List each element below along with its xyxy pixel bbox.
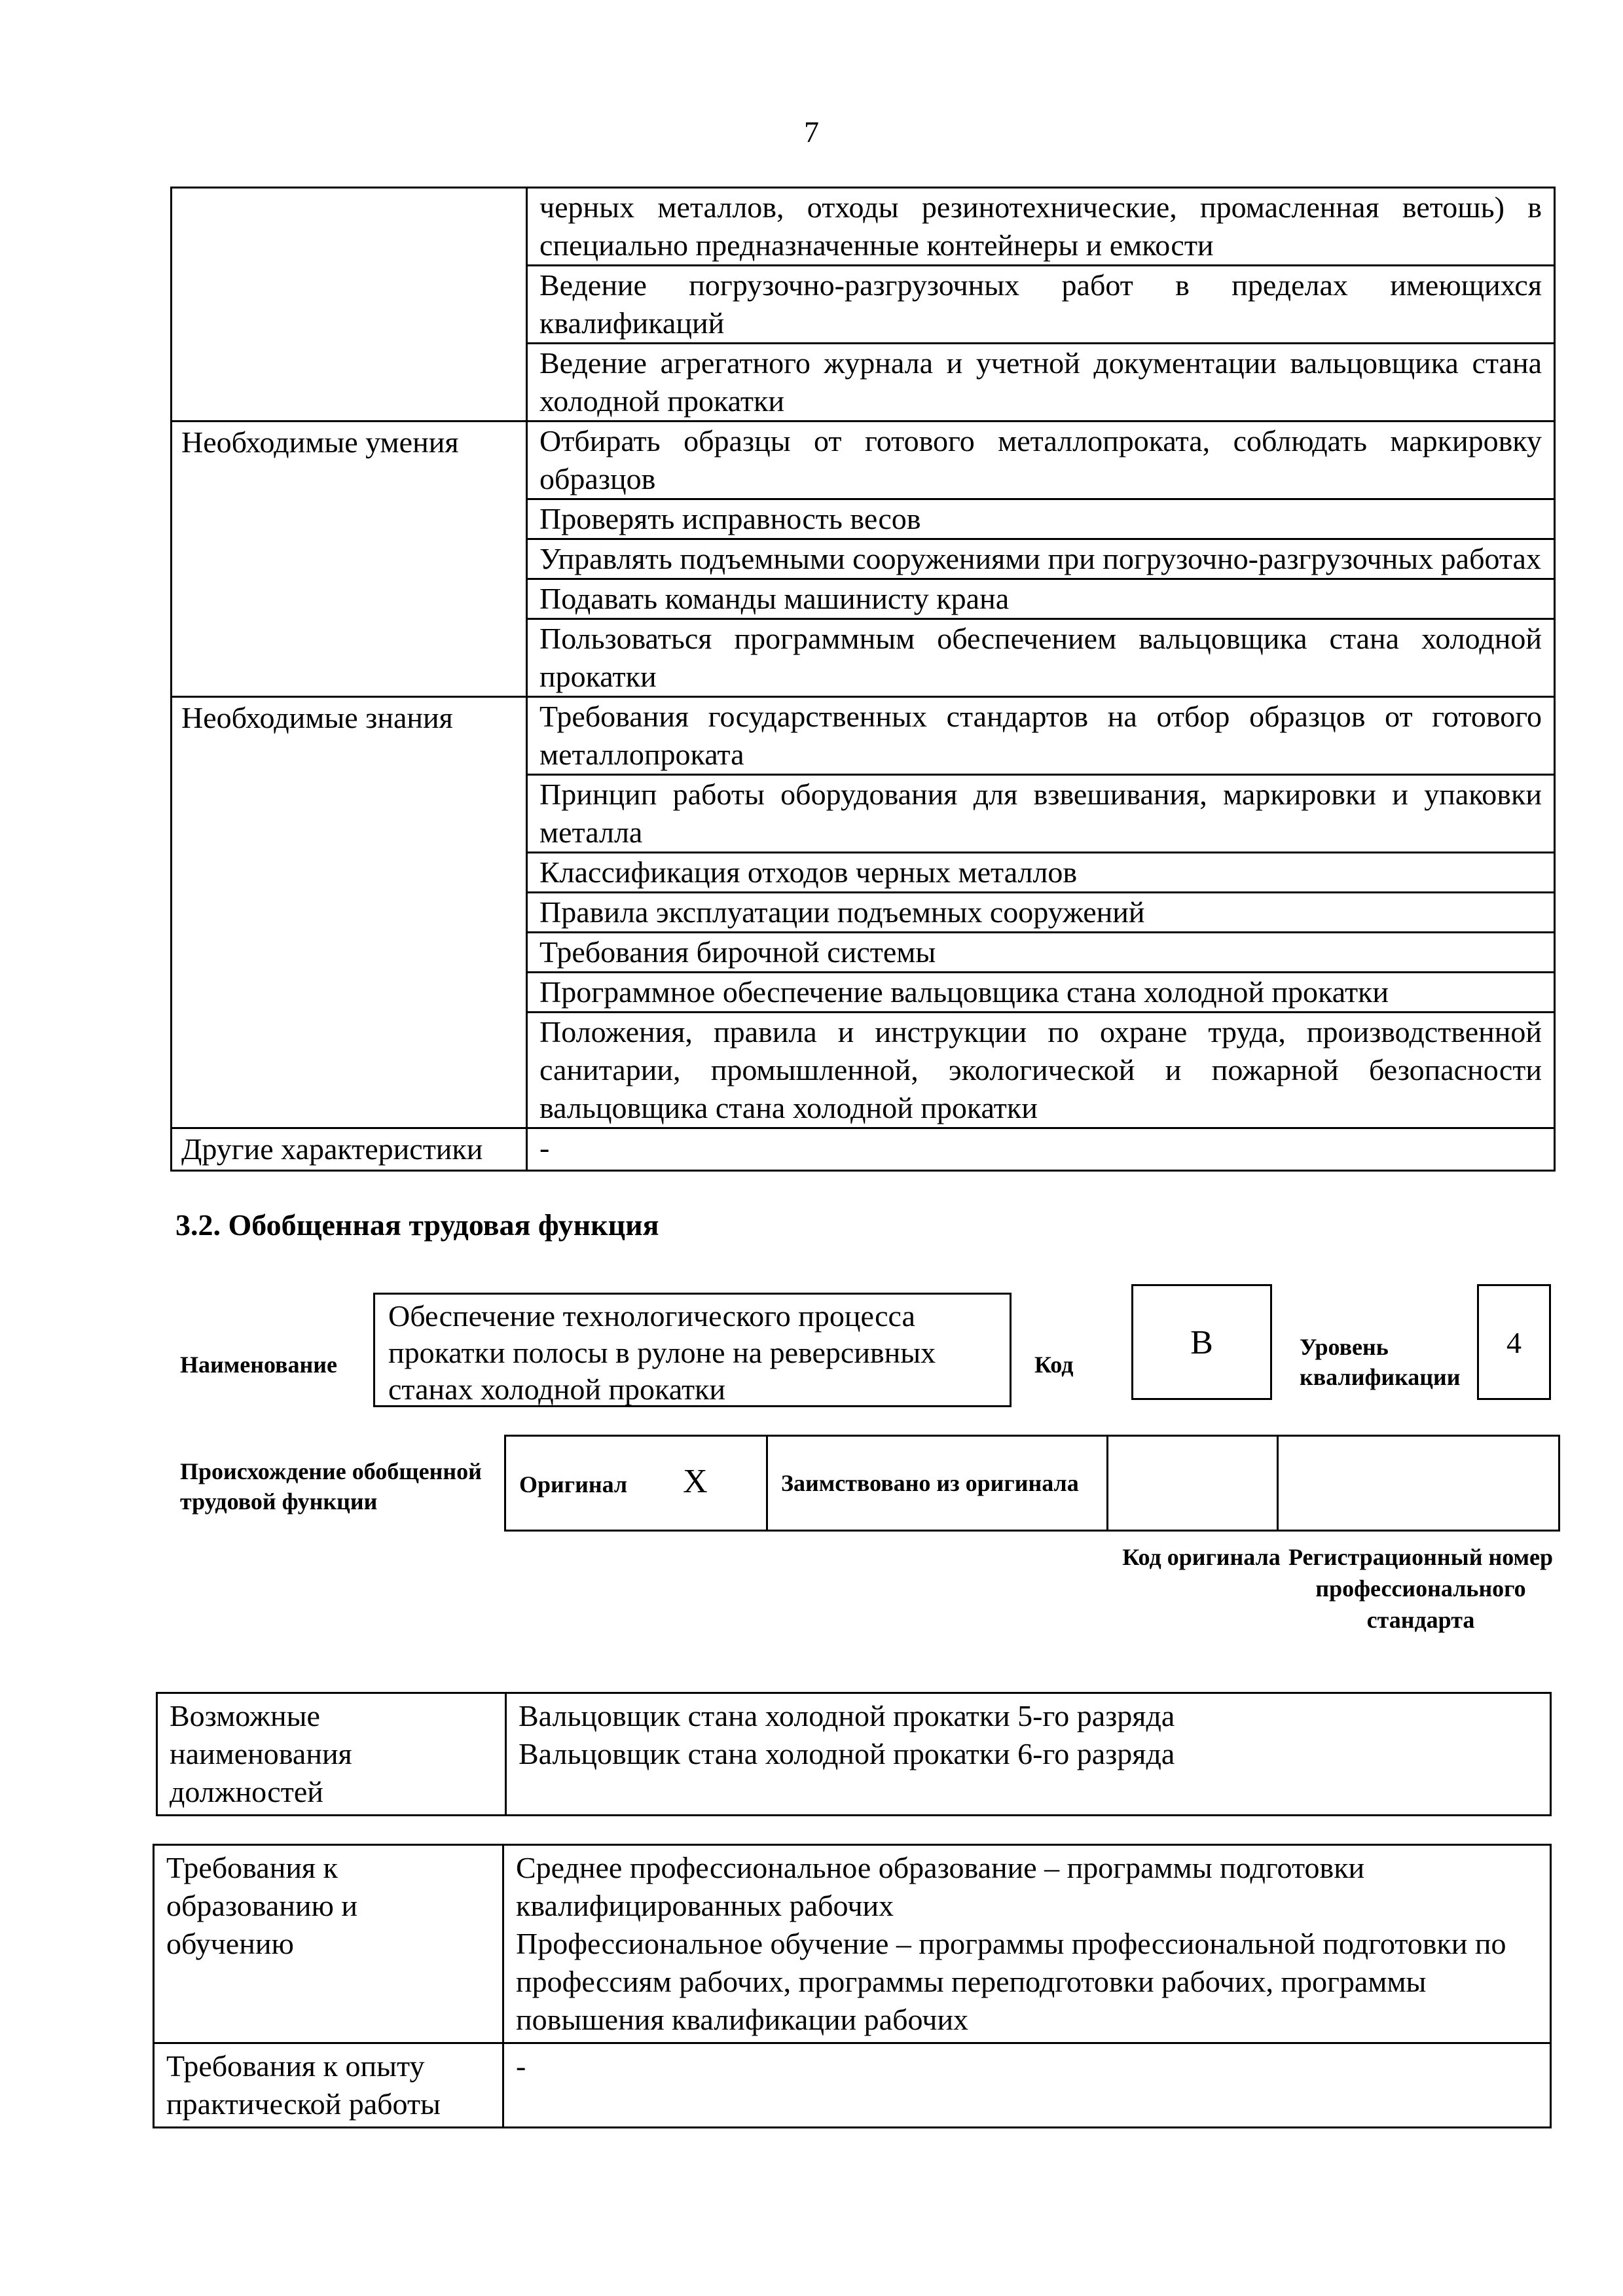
table-row	[172, 188, 1555, 266]
borrowed-label: Заимствовано из оригинала	[767, 1436, 1108, 1531]
row-text: Классификация отходов черных металлов	[527, 853, 1555, 893]
table-row	[154, 1845, 1551, 2043]
table-row	[172, 697, 1555, 775]
experience-value: -	[503, 2043, 1551, 2128]
row-text: черных металлов, отходы резинотехнические, промасленная ветошь) в специально предназначенные контейнеры и емкости	[527, 188, 1555, 266]
row-text: Отбирать образцы от готового металлопроката, соблюдать маркировку образцов	[527, 422, 1555, 499]
requirements-table	[153, 1844, 1552, 2128]
section-heading: 3.2. Обобщенная трудовая функция	[175, 1208, 659, 1242]
row-text: Требования бирочной системы	[527, 933, 1555, 973]
table-row	[172, 422, 1555, 499]
row-text: Подавать команды машинисту крана	[527, 579, 1555, 619]
name-label: Наименование	[180, 1352, 337, 1378]
skills-label: Необходимые умения	[172, 422, 527, 697]
positions-values	[506, 1693, 1551, 1816]
origin-label: Происхождение обобщенной трудовой функции	[180, 1458, 482, 1515]
row-text: Ведение погрузочно-разгрузочных работ в пределах имеющихся квалификаций	[527, 266, 1555, 344]
level-label: Уровень квалификации	[1300, 1334, 1461, 1390]
row-text: -	[527, 1128, 1555, 1171]
positions-table	[156, 1692, 1552, 1816]
code-label: Код	[1034, 1352, 1074, 1378]
education-label: Требования к образованию и обучению	[154, 1845, 503, 2043]
row-text: Положения, правила и инструкции по охране труда, производственной санитарии, промышленной, экологической и пожарной безопасности вальцовщика стана холодной прокатки	[527, 1013, 1555, 1128]
knowledge-label: Необходимые знания	[172, 697, 527, 1128]
table-row	[154, 2043, 1551, 2128]
row-text: Проверять исправность весов	[527, 499, 1555, 539]
table-row	[157, 1693, 1551, 1816]
reg-number-cell	[1278, 1436, 1559, 1531]
row-text: Ведение агрегатного журнала и учетной документации вальцовщика стана холодной прокатки	[527, 344, 1555, 422]
row-text: Программное обеспечение вальцовщика стана холодной прокатки	[527, 973, 1555, 1013]
table-row	[172, 1128, 1555, 1171]
other-characteristics-label: Другие характеристики	[172, 1128, 527, 1171]
experience-label: Требования к опыту практической работы	[154, 2043, 503, 2128]
reg-number-caption: Регистрационный номер профессионального стандарта	[1288, 1544, 1554, 1633]
level-value-box: 4	[1477, 1284, 1551, 1400]
row-text: Требования государственных стандартов на отбор образцов от готового металлопроката	[527, 697, 1555, 775]
position-item: Вальцовщик стана холодной прокатки 6-го разряда	[519, 1737, 1175, 1770]
competencies-table	[170, 187, 1556, 1172]
row-text: Правила эксплуатации подъемных сооружений	[527, 893, 1555, 933]
education-values	[503, 1845, 1551, 2043]
page-number: 7	[804, 115, 819, 149]
education-item: Профессиональное обучение – программы профессиональной подготовки по профессиям рабочих, программы переподготовки рабочих, программы повышения квалификации рабочих	[516, 1927, 1506, 2036]
origin-table	[504, 1435, 1560, 1532]
row-text: Принцип работы оборудования для взвешивания, маркировки и упаковки металла	[527, 775, 1555, 853]
original-cell	[505, 1436, 767, 1531]
row-label	[172, 188, 527, 422]
row-text: Управлять подъемными сооружениями при погрузочно-разгрузочных работах	[527, 539, 1555, 579]
code-original-cell	[1108, 1436, 1278, 1531]
code-value-box: B	[1131, 1284, 1272, 1400]
original-mark: X	[683, 1463, 708, 1500]
row-text: Пользоваться программным обеспечением вальцовщика стана холодной прокатки	[527, 619, 1555, 697]
original-label: Оригинал	[519, 1471, 628, 1498]
position-item: Вальцовщик стана холодной прокатки 5-го разряда	[519, 1699, 1175, 1732]
code-original-caption: Код оригинала	[1122, 1544, 1281, 1570]
education-item: Среднее профессиональное образование – программы подготовки квалифицированных рабочих	[516, 1851, 1365, 1922]
function-name-box: Обеспечение технологического процесса прокатки полосы в рулоне на реверсивных станах холодной прокатки	[373, 1293, 1012, 1407]
positions-label: Возможные наименования должностей	[157, 1693, 506, 1816]
